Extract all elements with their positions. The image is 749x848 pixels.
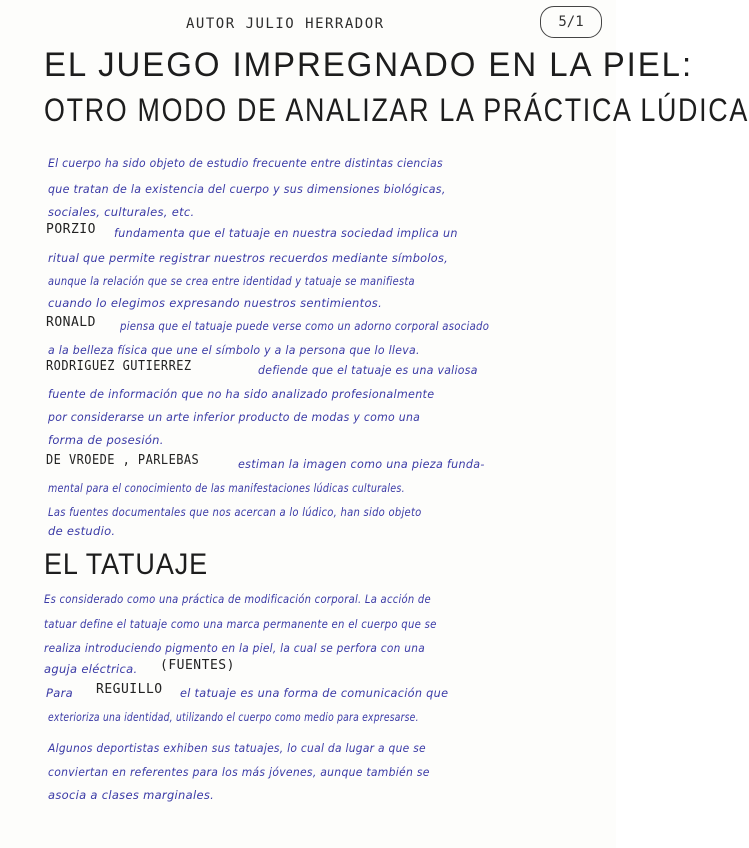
intro-line-2: que tratan de la existencia del cuerpo y sus dimensiones biológicas,	[48, 182, 446, 196]
ronald-line-1: piensa que el tatuaje puede verse como un adorno corporal asociado	[120, 319, 490, 333]
author-devroede-parlebas: DE VROEDE , PARLEBAS	[46, 453, 200, 468]
intro-line-3: sociales, culturales, etc.	[48, 205, 195, 219]
section-title: EL TATUAJE	[44, 548, 209, 581]
devroede-line-2: mental para el conocimiento de las manifestaciones lúdicas culturales.	[48, 481, 405, 495]
porzio-line-1: fundamenta que el tatuaje en nuestra sociedad implica un	[114, 226, 458, 240]
tatuaje-line-2: tatuar define el tatuaje como una marca permanente en el cuerpo que se	[44, 617, 437, 631]
porzio-line-2: ritual que permite registrar nuestros recuerdos mediante símbolos,	[48, 251, 448, 265]
title-line-2: OTRO MODO DE ANALIZAR LA PRÁCTICA LÚDICA	[44, 92, 749, 128]
closing-line-1: Algunos deportistas exhiben sus tatuajes, lo cual da lugar a que se	[48, 741, 426, 755]
devroede-line-3: Las fuentes documentales que nos acercan a lo lúdico, han sido objeto	[48, 505, 422, 519]
author-ronald: RONALD	[46, 315, 96, 330]
tatuaje-line-4: aguja eléctrica.	[44, 662, 138, 676]
porzio-line-3: aunque la relación que se crea entre identidad y tatuaje se manifiesta	[48, 274, 415, 288]
devroede-line-1: estiman la imagen como una pieza funda-	[238, 457, 485, 471]
rodriguez-line-1: defiende que el tatuaje es una valiosa	[258, 363, 478, 377]
reguillo-line-2: exterioriza una identidad, utilizando el cuerpo como medio para expresarse.	[48, 710, 419, 724]
author-porzio: PORZIO	[46, 222, 96, 237]
sources-tag: (FUENTES)	[160, 658, 235, 673]
devroede-line-4: de estudio.	[48, 524, 116, 538]
ronald-line-2: a la belleza física que une el símbolo y a la persona que lo lleva.	[48, 343, 420, 357]
author-reguillo: REGUILLO	[96, 682, 163, 697]
porzio-line-4: cuando lo elegimos expresando nuestros sentimientos.	[48, 296, 383, 310]
closing-line-2: conviertan en referentes para los más jóvenes, aunque también se	[48, 765, 430, 779]
intro-line-1: El cuerpo ha sido objeto de estudio frecuente entre distintas ciencias	[48, 156, 443, 170]
page-number: 5/1	[540, 6, 602, 38]
rodriguez-line-4: forma de posesión.	[48, 433, 164, 447]
author-rodriguez: RODRIGUEZ GUTIERREZ	[46, 359, 192, 374]
closing-line-3: asocia a clases marginales.	[48, 788, 215, 802]
rodriguez-line-2: fuente de información que no ha sido analizado profesionalmente	[48, 387, 435, 401]
tatuaje-line-3: realiza introduciendo pigmento en la piel, la cual se perfora con una	[44, 641, 425, 655]
reguillo-line-1: el tatuaje es una forma de comunicación que	[180, 686, 449, 700]
reguillo-prefix: Para	[46, 686, 73, 700]
title-line-1: EL JUEGO IMPREGNADO EN LA PIEL:	[44, 46, 694, 84]
rodriguez-line-3: por considerarse un arte inferior producto de modas y como una	[48, 410, 421, 424]
tatuaje-line-1: Es considerado como una práctica de modificación corporal. La acción de	[44, 592, 431, 606]
author-line: AUTOR JULIO HERRADOR	[186, 16, 385, 32]
